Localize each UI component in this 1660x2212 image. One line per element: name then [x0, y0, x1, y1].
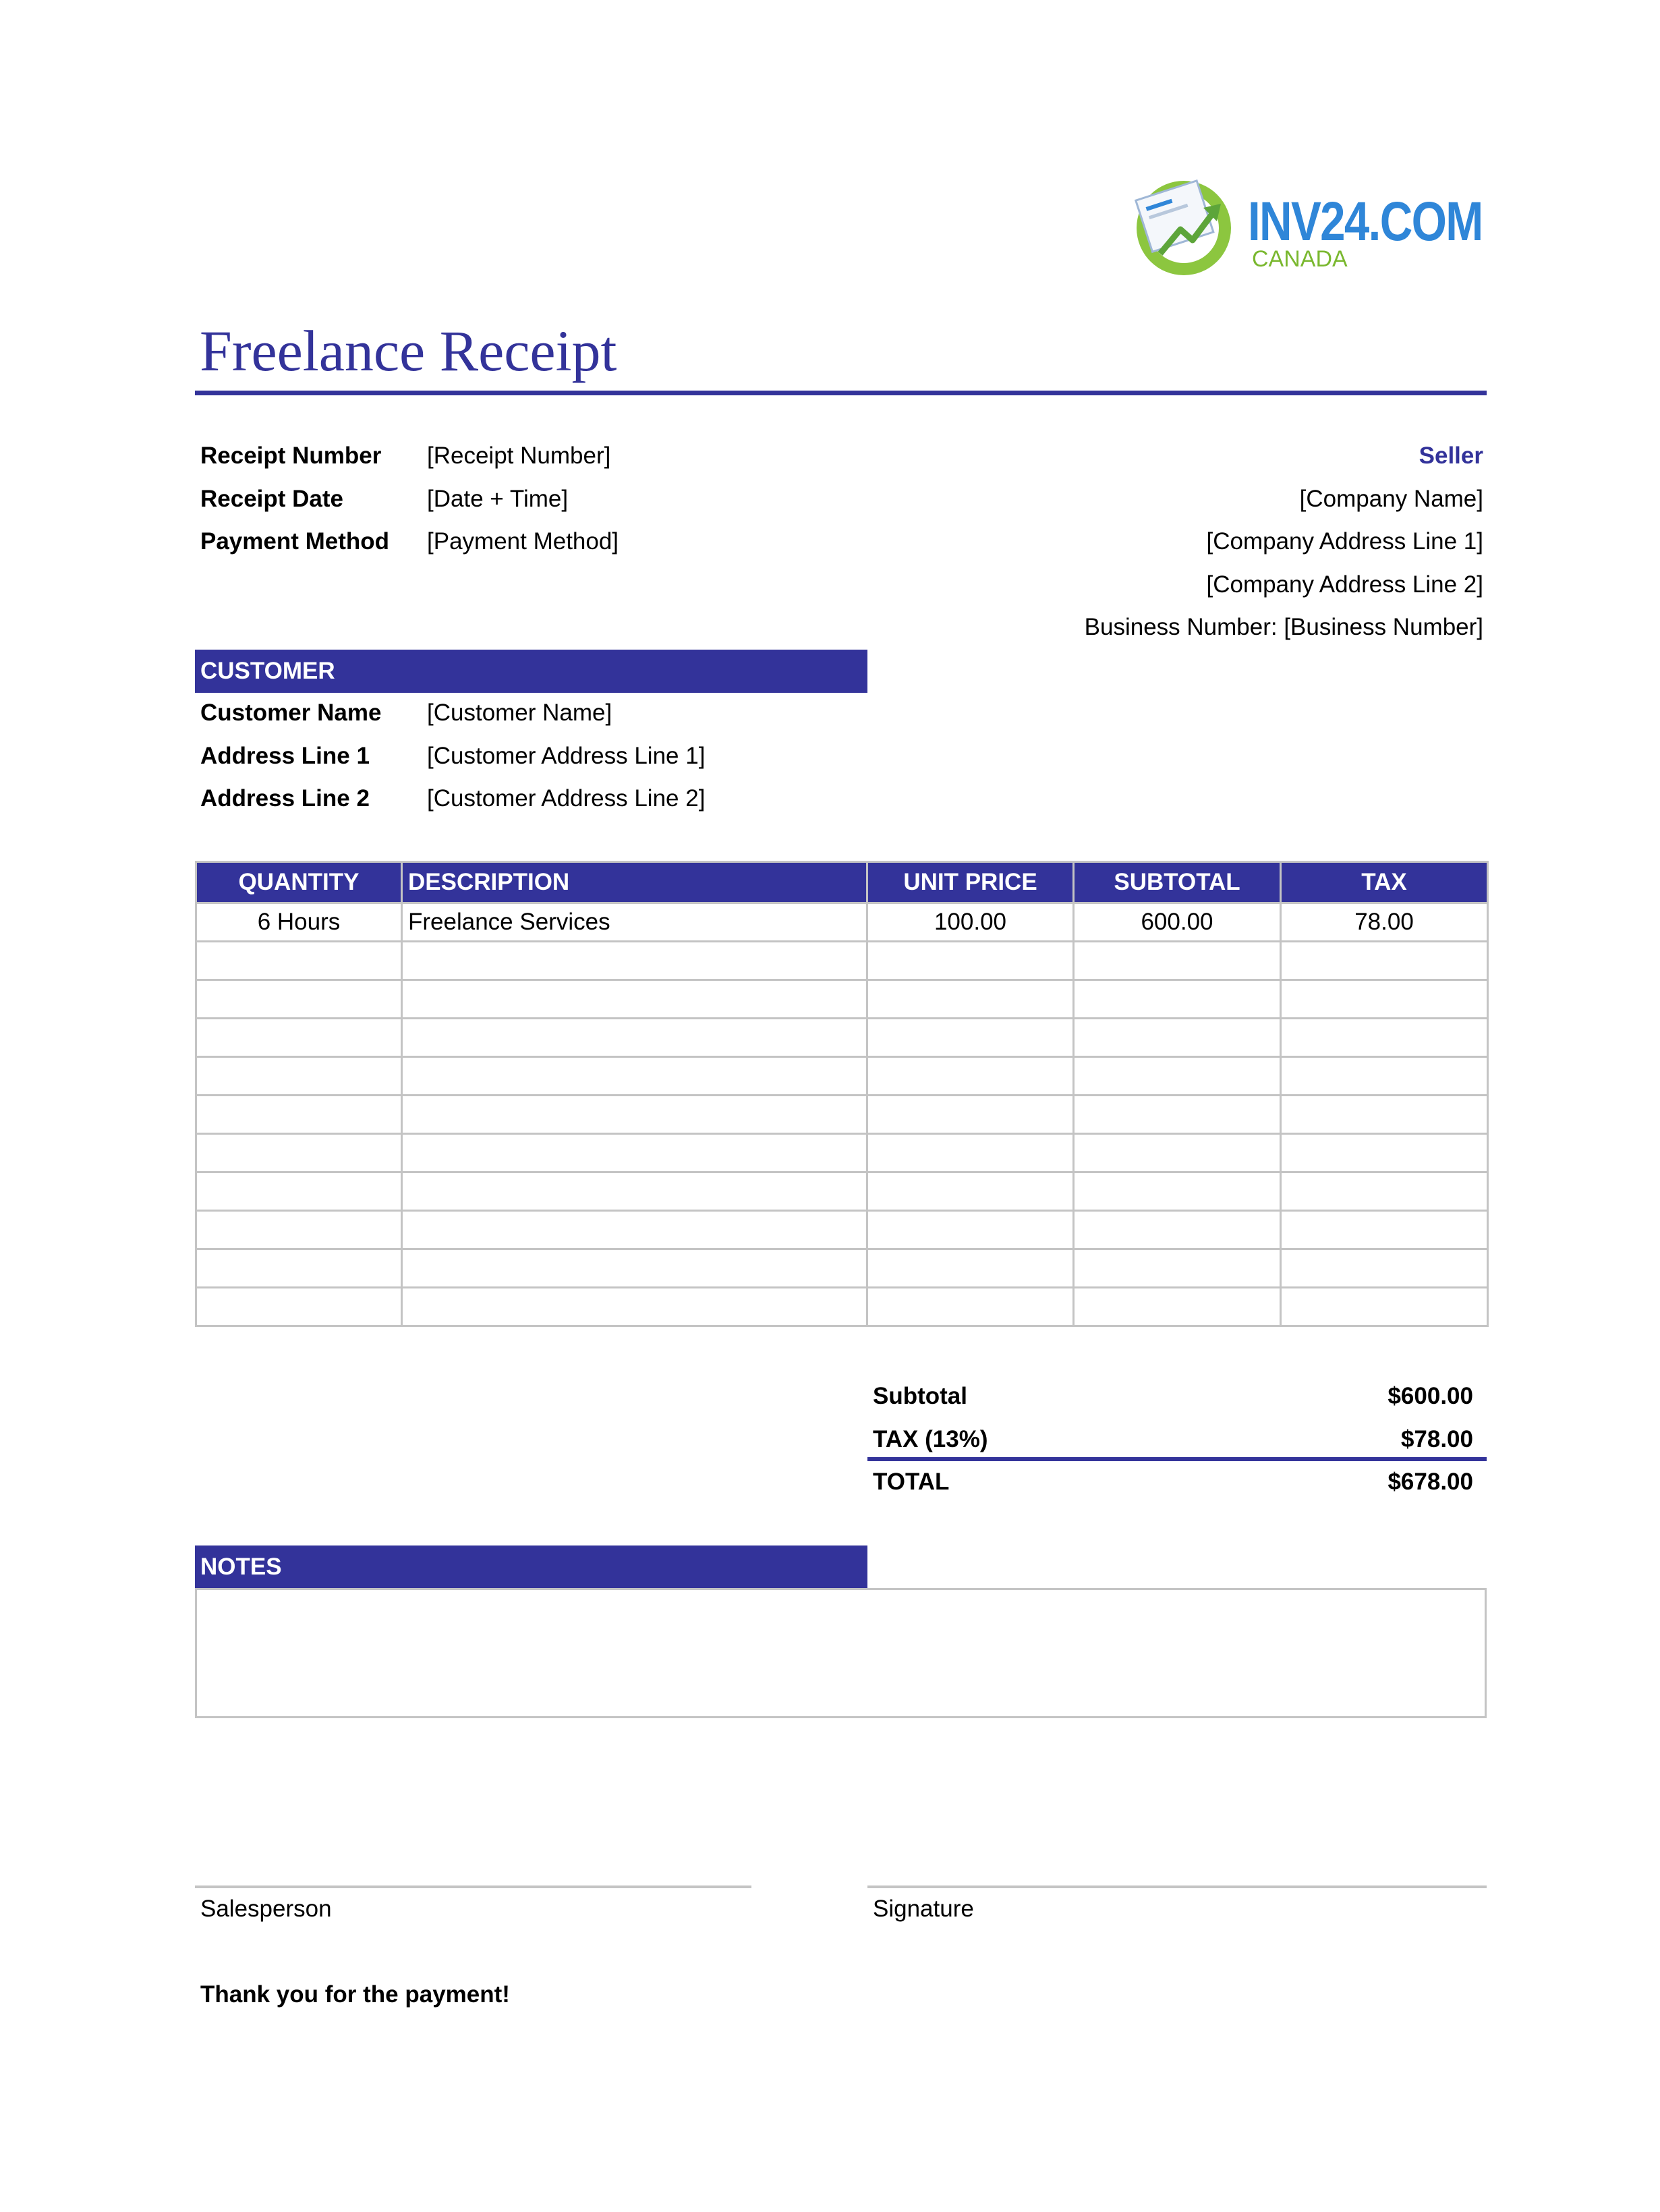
subtotal-label: Subtotal [873, 1383, 967, 1409]
cell-tax [1281, 1288, 1488, 1326]
cell-quantity [196, 942, 402, 980]
receipt-number-value: [Receipt Number] [427, 443, 611, 469]
signature-label: Signature [873, 1896, 974, 1922]
cell-tax [1281, 942, 1488, 980]
cell-unit-price: 100.00 [867, 903, 1074, 942]
table-row [196, 1249, 1488, 1288]
table-header-row [196, 862, 1488, 903]
cell-unit-price [867, 1172, 1074, 1211]
title-divider [195, 391, 1487, 395]
cell-unit-price [867, 980, 1074, 1019]
cell-tax [1281, 1019, 1488, 1057]
total-divider [867, 1457, 1487, 1461]
salesperson-line [195, 1885, 751, 1888]
cell-subtotal [1074, 1288, 1281, 1326]
seller-address-line-2: [Company Address Line 2] [1206, 571, 1483, 598]
cell-subtotal [1074, 1134, 1281, 1172]
receipt-date-value: [Date + Time] [427, 486, 569, 512]
thank-you-message: Thank you for the payment! [200, 1981, 510, 2008]
total-value: $678.00 [1387, 1469, 1473, 1495]
cell-unit-price [867, 1249, 1074, 1288]
receipt-number-label: Receipt Number [200, 443, 382, 469]
cell-subtotal [1074, 1057, 1281, 1096]
cell-unit-price [867, 1096, 1074, 1134]
table-row [196, 903, 1488, 942]
cell-quantity [196, 1096, 402, 1134]
cell-tax [1281, 1249, 1488, 1288]
column-header-tax: TAX [1281, 862, 1488, 903]
cell-unit-price [867, 1019, 1074, 1057]
cell-quantity [196, 1288, 402, 1326]
cell-unit-price [867, 1134, 1074, 1172]
cell-tax [1281, 1096, 1488, 1134]
salesperson-label: Salesperson [200, 1896, 332, 1922]
payment-method-label: Payment Method [200, 528, 390, 555]
cell-quantity [196, 980, 402, 1019]
tax-label: TAX (13%) [873, 1426, 988, 1452]
table-row [196, 1057, 1488, 1096]
cell-description [402, 1057, 867, 1096]
cell-description [402, 1096, 867, 1134]
table-row [196, 942, 1488, 980]
page-title: Freelance Receipt [200, 318, 617, 383]
subtotal-value: $600.00 [1387, 1383, 1473, 1409]
table-row [196, 1172, 1488, 1211]
cell-unit-price [867, 1057, 1074, 1096]
cell-tax [1281, 980, 1488, 1019]
line-items-table [195, 861, 1489, 1327]
customer-address-line-1-label: Address Line 1 [200, 743, 370, 769]
cell-quantity: 6 Hours [196, 903, 402, 942]
cell-quantity [196, 1211, 402, 1249]
cell-description [402, 1249, 867, 1288]
customer-address-line-2-value: [Customer Address Line 2] [427, 785, 706, 812]
customer-name-label: Customer Name [200, 700, 382, 726]
cell-description [402, 1019, 867, 1057]
cell-subtotal [1074, 942, 1281, 980]
table-row [196, 1288, 1488, 1326]
table-row [196, 1096, 1488, 1134]
cell-description [402, 1134, 867, 1172]
cell-quantity [196, 1172, 402, 1211]
signature-line [867, 1885, 1487, 1888]
receipt-date-label: Receipt Date [200, 486, 344, 512]
customer-name-value: [Customer Name] [427, 700, 612, 726]
cell-subtotal: 600.00 [1074, 903, 1281, 942]
cell-quantity [196, 1249, 402, 1288]
cell-quantity [196, 1019, 402, 1057]
cell-unit-price [867, 1288, 1074, 1326]
table-row [196, 1211, 1488, 1249]
cell-quantity [196, 1134, 402, 1172]
payment-method-value: [Payment Method] [427, 528, 619, 555]
seller-company-name: [Company Name] [1299, 486, 1483, 512]
logo-wordmark: INV24.COM [1248, 191, 1483, 252]
cell-description [402, 1211, 867, 1249]
tax-value: $78.00 [1400, 1426, 1473, 1452]
table-row [196, 1134, 1488, 1172]
cell-subtotal [1074, 1019, 1281, 1057]
column-header-unit-price: UNIT PRICE [867, 862, 1074, 903]
cell-subtotal [1074, 980, 1281, 1019]
table-row [196, 1019, 1488, 1057]
cell-description [402, 1288, 867, 1326]
cell-description [402, 942, 867, 980]
cell-unit-price [867, 942, 1074, 980]
cell-description: Freelance Services [402, 903, 867, 942]
cell-tax [1281, 1134, 1488, 1172]
seller-business-number: Business Number: [Business Number] [1084, 614, 1483, 640]
cell-subtotal [1074, 1211, 1281, 1249]
cell-unit-price [867, 1211, 1074, 1249]
cell-subtotal [1074, 1249, 1281, 1288]
cell-tax: 78.00 [1281, 903, 1488, 942]
cell-tax [1281, 1172, 1488, 1211]
seller-heading: Seller [1419, 443, 1483, 469]
cell-description [402, 980, 867, 1019]
cell-tax [1281, 1211, 1488, 1249]
logo-region: CANADA [1252, 246, 1348, 272]
notes-box [195, 1588, 1487, 1718]
customer-section-header: CUSTOMER [195, 650, 867, 693]
total-label: TOTAL [873, 1469, 950, 1495]
table-row [196, 980, 1488, 1019]
cell-description [402, 1172, 867, 1211]
cell-subtotal [1074, 1172, 1281, 1211]
column-header-subtotal: SUBTOTAL [1074, 862, 1281, 903]
cell-quantity [196, 1057, 402, 1096]
notes-section-header: NOTES [195, 1545, 867, 1589]
cell-tax [1281, 1057, 1488, 1096]
column-header-description: DESCRIPTION [402, 862, 867, 903]
customer-address-line-2-label: Address Line 2 [200, 785, 370, 812]
seller-address-line-1: [Company Address Line 1] [1206, 528, 1483, 555]
column-header-quantity: QUANTITY [196, 862, 402, 903]
cell-subtotal [1074, 1096, 1281, 1134]
customer-address-line-1-value: [Customer Address Line 1] [427, 743, 706, 769]
